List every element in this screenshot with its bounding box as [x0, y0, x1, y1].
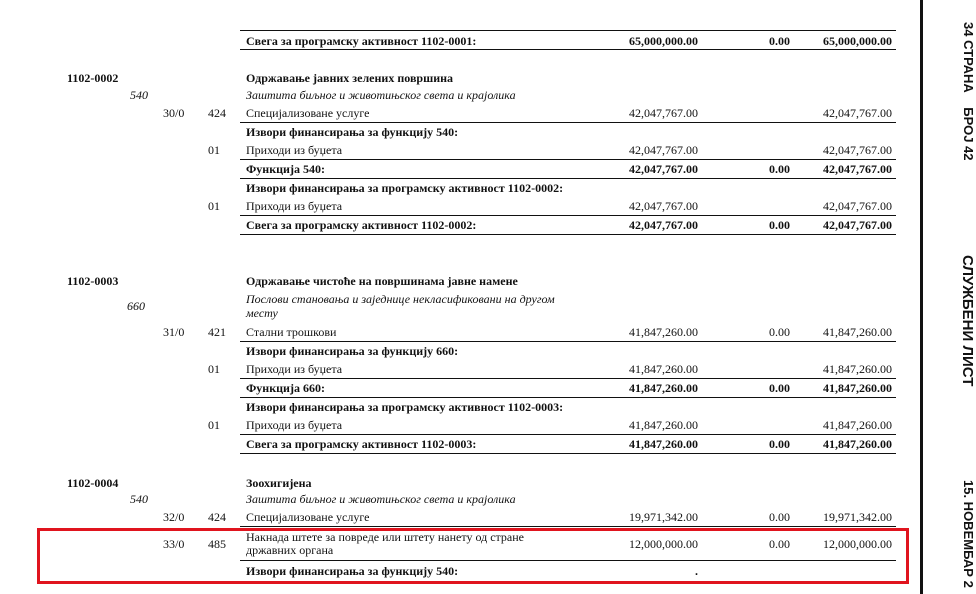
row-label: Приходи из буџета: [246, 362, 343, 376]
rule: [240, 397, 896, 398]
row-label: Извори финансирања за програмску активност 1102-0002:: [246, 181, 564, 195]
row-value: 41,847,260.00: [629, 362, 698, 376]
margin-rule: [920, 0, 923, 594]
row-value: 42,047,767.00: [629, 106, 698, 120]
row-value: 12,000,000.00: [629, 537, 698, 551]
row-label: Функција 540:: [246, 162, 325, 176]
row-label: Приходи из буџета: [246, 418, 343, 432]
rule: [240, 378, 896, 379]
total-label: Свега за програмску активност 1102-0001:: [246, 34, 477, 48]
rule: [240, 526, 896, 527]
economic-code: 424: [208, 106, 226, 120]
row-value: 12,000,000.00: [823, 537, 892, 551]
row-value: 0.00: [769, 510, 790, 524]
total-value: 0.00: [769, 34, 790, 48]
row-value: 42,047,767.00: [823, 162, 892, 176]
subtotal-value: 0.00: [769, 218, 790, 232]
economic-code: 485: [208, 537, 226, 551]
subtotal-value: 42,047,767.00: [629, 218, 698, 232]
page-label: 34 СТРАНА: [961, 22, 976, 93]
subtotal-value: 42,047,767.00: [823, 218, 892, 232]
row-value: .: [695, 564, 698, 578]
row-value: 41,847,260.00: [823, 418, 892, 432]
row-label: Специјализоване услуге: [246, 510, 370, 524]
subtotal-label: Свега за програмску активност 1102-0003:: [246, 437, 477, 451]
row-label: државних органа: [246, 543, 334, 557]
rule: [240, 453, 896, 454]
economic-code: 01: [208, 143, 220, 157]
journal-title: СЛУЖБЕНИ ЛИСТ: [932, 255, 976, 386]
row-value: 0.00: [769, 381, 790, 395]
row-value: 41,847,260.00: [629, 418, 698, 432]
section-subtitle: Заштита биљног и животињског света и крајолика: [246, 88, 516, 102]
row-value: 0.00: [769, 325, 790, 339]
function-code: 660: [127, 299, 145, 313]
row-label: Специјализоване услуге: [246, 106, 370, 120]
row-value: 41,847,260.00: [629, 381, 698, 395]
row-label: Приходи из буџета: [246, 199, 343, 213]
row-label: Извори финансирања за функцију 660:: [246, 344, 459, 358]
row-value: 0.00: [769, 537, 790, 551]
row-value: 42,047,767.00: [629, 143, 698, 157]
row-label: Накнада штете за повреде или штету нанету од стране: [246, 530, 524, 544]
row-value: 42,047,767.00: [629, 199, 698, 213]
function-code: 540: [130, 88, 148, 102]
row-value: 41,847,260.00: [823, 381, 892, 395]
activity-code: 1102-0003: [67, 274, 119, 288]
row-label: Извори финансирања за функцију 540:: [246, 564, 459, 578]
row-value: 19,971,342.00: [629, 510, 698, 524]
section-title: Одржавање чистоће на површинама јавне намене: [246, 274, 518, 288]
row-label: Извори финансирања за програмску активност 1102-0003:: [246, 400, 564, 414]
row-value: 41,847,260.00: [823, 362, 892, 376]
page-number-label: [932, 22, 976, 161]
subtotal-value: 41,847,260.00: [823, 437, 892, 451]
rule: [240, 215, 896, 216]
row-value: 41,847,260.00: [823, 325, 892, 339]
row-value: 42,047,767.00: [823, 199, 892, 213]
row-label: Приходи из буџета: [246, 143, 343, 157]
row-value: 42,047,767.00: [629, 162, 698, 176]
rule: [240, 49, 896, 50]
section-title: Одржавање јавних зелених површина: [246, 71, 454, 85]
activity-code: 1102-0004: [67, 476, 119, 490]
section-subtitle: Послови становања и заједнице некласификовани на другом: [246, 292, 555, 306]
program-code: 33/0: [163, 537, 185, 551]
issue-label: БРОЈ 42: [961, 107, 976, 161]
row-value: 19,971,342.00: [823, 510, 892, 524]
economic-code: 421: [208, 325, 226, 339]
economic-code: 01: [208, 418, 220, 432]
row-label: Функција 660:: [246, 381, 325, 395]
rule: [240, 30, 896, 31]
rule: [240, 234, 896, 235]
economic-code: 424: [208, 510, 226, 524]
row-value: 42,047,767.00: [823, 143, 892, 157]
total-value: 65,000,000.00: [629, 34, 698, 48]
subtotal-value: 0.00: [769, 437, 790, 451]
activity-code: 1102-0002: [67, 71, 119, 85]
rule: [240, 434, 896, 435]
row-value: 41,847,260.00: [629, 325, 698, 339]
total-value: 65,000,000.00: [823, 34, 892, 48]
row-label: Извори финансирања за функцију 540:: [246, 125, 459, 139]
rule: [240, 122, 896, 123]
rule: [240, 178, 896, 179]
subtotal-value: 41,847,260.00: [629, 437, 698, 451]
program-code: 32/0: [163, 510, 185, 524]
rule: [240, 159, 896, 160]
program-code: 31/0: [163, 325, 185, 339]
section-subtitle: месту: [246, 306, 278, 320]
highlight-box: [37, 528, 909, 584]
function-code: 540: [130, 492, 148, 506]
section-title: Зоохигијена: [246, 476, 312, 490]
row-value: 0.00: [769, 162, 790, 176]
economic-code: 01: [208, 199, 220, 213]
date-label: 15. НОВЕМБАР 2: [932, 480, 976, 588]
subtotal-label: Свега за програмску активност 1102-0002:: [246, 218, 477, 232]
economic-code: 01: [208, 362, 220, 376]
program-code: 30/0: [163, 106, 185, 120]
rule: [240, 341, 896, 342]
row-value: 42,047,767.00: [823, 106, 892, 120]
row-label: Стални трошкови: [246, 325, 337, 339]
section-subtitle: Заштита биљног и животињског света и крајолика: [246, 492, 516, 506]
